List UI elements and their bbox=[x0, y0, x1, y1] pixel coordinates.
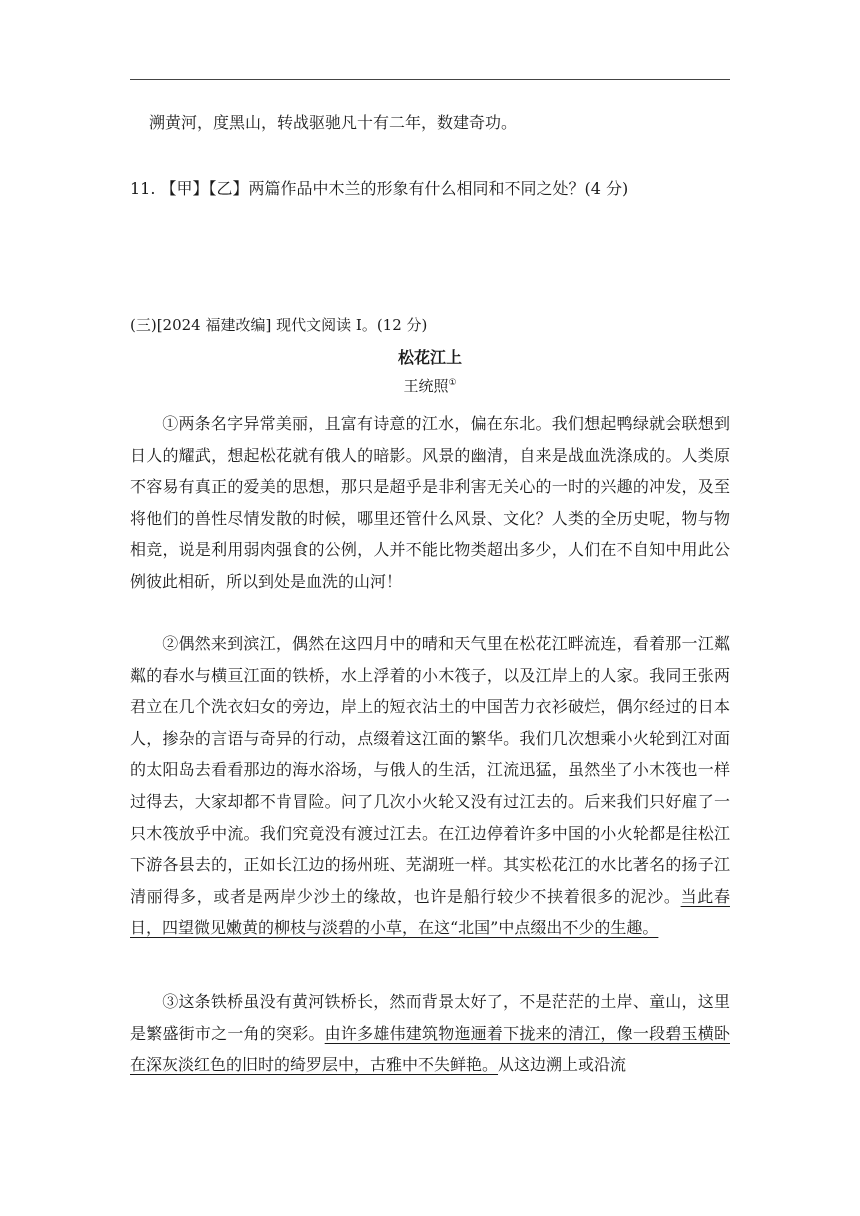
paragraph-3-underlined: 由许多雄伟建筑物迤逦着下拢来的清江，像一段碧玉横卧在深灰淡红色的旧时的绮罗层中，古雅中不失鲜艳。 bbox=[130, 1023, 730, 1075]
author-footnote-mark: ① bbox=[448, 378, 457, 388]
paragraph-1-text: ①两条名字异常美丽，且富有诗意的江水，偏在东北。我们想起鸭绿就会联想到日人的耀武，想起松花就有俄人的暗影。风景的幽清，自来是战血洗涤成的。人类原不容易有真正的爱美的思想，那只是超乎是非利害无关心的一时的兴趣的冲发，及至将他们的兽性尽情发散的时候，哪里还管什么风景、文化？人类的全历史呢，物与物相竞，说是利用弱肉强食的公例，人并不能比物类超出多少，人们在不自知中用此公例彼此相斫，所以到处是血洗的山河！ bbox=[130, 414, 730, 591]
author-name: 王统照 bbox=[403, 377, 449, 395]
paragraph-3-text-end: 从这边溯上或沿流 bbox=[498, 1055, 627, 1075]
paragraph-1 bbox=[130, 408, 730, 598]
question-11: 11. 【甲】【乙】两篇作品中木兰的形象有什么相同和不同之处？(4 分) bbox=[130, 179, 629, 198]
section-3-heading: (三)[2024 福建改编] 现代文阅读 I。(12 分) bbox=[130, 316, 428, 334]
poem-tail-line: 溯黄河，度黑山，转战驱驰凡十有二年，数建奇功。 bbox=[149, 113, 518, 132]
article-author bbox=[0, 375, 860, 396]
paragraph-3-text-start: ③这条铁桥虽没有黄河铁桥长，然而背景太好了，不是茫茫的土岸、童山，这里是繁盛街市之一角的突彩。 bbox=[130, 992, 730, 1043]
paragraph-2 bbox=[130, 628, 730, 944]
paragraph-3 bbox=[130, 986, 730, 1081]
header-rule bbox=[130, 79, 730, 80]
paragraph-2-text: ②偶然来到滨江，偶然在这四月中的晴和天气里在松花江畔流连，看着那一江粼粼的春水与横亘江面的铁桥，水上浮着的小木筏子，以及江岸上的人家。我同王张两君立在几个洗衣妇女的旁边，岸上的短衣沾土的中国苦力衣衫破烂，偶尔经过的日本人，掺杂的言语与奇异的行动，点缀着这江面的繁华。我们几次想乘小火轮到江对面的太阳岛去看看那边的海水浴场，与俄人的生活，江流迅猛，虽然坐了小木筏也一样过得去，大家却都不肯冒险。问了几次小火轮又没有过江去的。后来我们只好雇了一只木筏放乎中流。我们究竟没有渡过江去。在江边停着许多中国的小火轮都是往松江下游各县去的，正如长江边的扬州班、芜湖班一样。其实松花江的水比著名的扬子江清丽得多，或者是两岸少沙土的缘故，也许是船行较少不挟着很多的泥沙。 bbox=[130, 634, 730, 906]
paragraph-2-underlined: 当此春日，四望微见嫩黄的柳枝与淡碧的小草，在这“北国”中点缀出不少的生趣。 bbox=[130, 886, 730, 938]
article-title: 松花江上 bbox=[397, 348, 462, 367]
